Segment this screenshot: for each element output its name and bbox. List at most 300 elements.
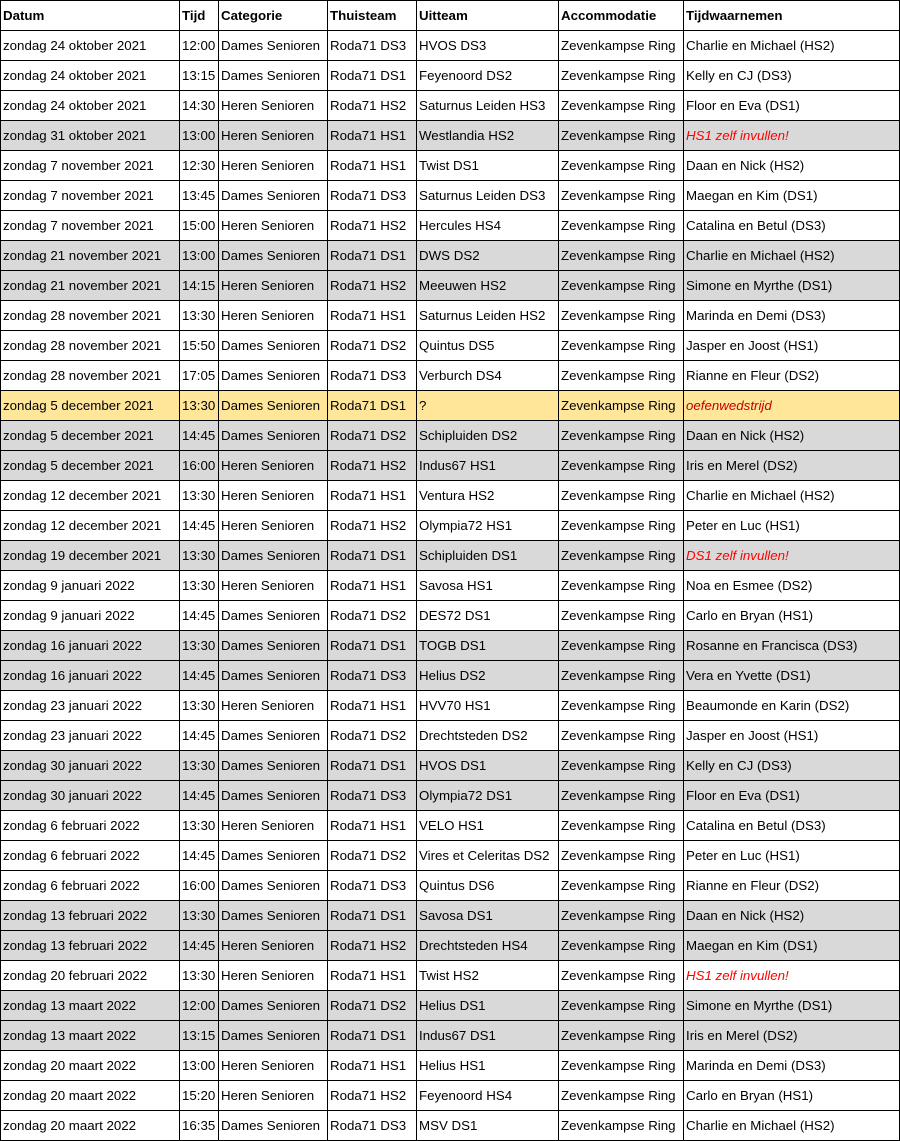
cell-accommodatie: Zevenkampse Ring — [559, 241, 684, 271]
cell-accommodatie: Zevenkampse Ring — [559, 1021, 684, 1051]
cell-uitteam: HVOS DS1 — [417, 751, 559, 781]
cell-tijdwaarnemen: Charlie en Michael (HS2) — [684, 31, 900, 61]
cell-tijdwaarnemen: Floor en Eva (DS1) — [684, 781, 900, 811]
table-row — [1, 391, 900, 421]
column-header-categorie: Categorie — [219, 1, 328, 31]
cell-tijdwaarnemen: Marinda en Demi (DS3) — [684, 301, 900, 331]
cell-datum: zondag 5 december 2021 — [1, 391, 180, 421]
cell-uitteam: Olympia72 DS1 — [417, 781, 559, 811]
cell-categorie: Dames Senioren — [219, 241, 328, 271]
cell-datum: zondag 24 oktober 2021 — [1, 31, 180, 61]
cell-uitteam: Twist HS2 — [417, 961, 559, 991]
cell-tijd: 12:00 — [180, 31, 219, 61]
cell-tijd: 13:30 — [180, 751, 219, 781]
cell-thuisteam: Roda71 DS3 — [328, 181, 417, 211]
cell-categorie: Heren Senioren — [219, 91, 328, 121]
table-row — [1, 571, 900, 601]
cell-categorie: Dames Senioren — [219, 601, 328, 631]
cell-tijdwaarnemen: Simone en Myrthe (DS1) — [684, 271, 900, 301]
cell-thuisteam: Roda71 HS1 — [328, 961, 417, 991]
cell-accommodatie: Zevenkampse Ring — [559, 331, 684, 361]
table-row — [1, 151, 900, 181]
cell-datum: zondag 20 maart 2022 — [1, 1081, 180, 1111]
cell-categorie: Heren Senioren — [219, 211, 328, 241]
cell-thuisteam: Roda71 HS2 — [328, 91, 417, 121]
cell-thuisteam: Roda71 DS1 — [328, 241, 417, 271]
cell-uitteam: HVOS DS3 — [417, 31, 559, 61]
cell-datum: zondag 21 november 2021 — [1, 271, 180, 301]
cell-tijd: 14:15 — [180, 271, 219, 301]
cell-tijdwaarnemen: Charlie en Michael (HS2) — [684, 1111, 900, 1141]
cell-accommodatie: Zevenkampse Ring — [559, 181, 684, 211]
cell-uitteam: Drechtsteden DS2 — [417, 721, 559, 751]
cell-categorie: Heren Senioren — [219, 481, 328, 511]
table-row — [1, 451, 900, 481]
cell-categorie: Dames Senioren — [219, 991, 328, 1021]
cell-tijd: 14:45 — [180, 421, 219, 451]
cell-tijd: 14:45 — [180, 601, 219, 631]
cell-thuisteam: Roda71 DS2 — [328, 721, 417, 751]
cell-accommodatie: Zevenkampse Ring — [559, 301, 684, 331]
table-row — [1, 271, 900, 301]
table-row — [1, 931, 900, 961]
cell-uitteam: Schipluiden DS2 — [417, 421, 559, 451]
cell-categorie: Dames Senioren — [219, 841, 328, 871]
cell-uitteam: Feyenoord DS2 — [417, 61, 559, 91]
cell-categorie: Dames Senioren — [219, 421, 328, 451]
cell-uitteam: Schipluiden DS1 — [417, 541, 559, 571]
cell-datum: zondag 21 november 2021 — [1, 241, 180, 271]
cell-tijd: 13:00 — [180, 121, 219, 151]
cell-categorie: Heren Senioren — [219, 451, 328, 481]
cell-uitteam: MSV DS1 — [417, 1111, 559, 1141]
cell-accommodatie: Zevenkampse Ring — [559, 391, 684, 421]
cell-tijd: 17:05 — [180, 361, 219, 391]
cell-datum: zondag 7 november 2021 — [1, 181, 180, 211]
cell-accommodatie: Zevenkampse Ring — [559, 661, 684, 691]
cell-uitteam: TOGB DS1 — [417, 631, 559, 661]
cell-datum: zondag 31 oktober 2021 — [1, 121, 180, 151]
cell-datum: zondag 7 november 2021 — [1, 211, 180, 241]
cell-accommodatie: Zevenkampse Ring — [559, 1051, 684, 1081]
cell-tijd: 13:30 — [180, 391, 219, 421]
cell-uitteam: Twist DS1 — [417, 151, 559, 181]
cell-uitteam: Indus67 HS1 — [417, 451, 559, 481]
cell-accommodatie: Zevenkampse Ring — [559, 931, 684, 961]
cell-thuisteam: Roda71 HS2 — [328, 271, 417, 301]
cell-categorie: Dames Senioren — [219, 871, 328, 901]
cell-categorie: Dames Senioren — [219, 901, 328, 931]
cell-uitteam: Ventura HS2 — [417, 481, 559, 511]
cell-datum: zondag 28 november 2021 — [1, 331, 180, 361]
cell-uitteam: Drechtsteden HS4 — [417, 931, 559, 961]
table-row — [1, 751, 900, 781]
cell-tijdwaarnemen: Daan en Nick (HS2) — [684, 151, 900, 181]
cell-accommodatie: Zevenkampse Ring — [559, 631, 684, 661]
cell-tijdwaarnemen: Carlo en Bryan (HS1) — [684, 601, 900, 631]
cell-uitteam: HVV70 HS1 — [417, 691, 559, 721]
cell-datum: zondag 9 januari 2022 — [1, 601, 180, 631]
cell-datum: zondag 5 december 2021 — [1, 421, 180, 451]
cell-tijdwaarnemen: Jasper en Joost (HS1) — [684, 721, 900, 751]
cell-tijd: 13:30 — [180, 541, 219, 571]
cell-tijdwaarnemen: Catalina en Betul (DS3) — [684, 211, 900, 241]
cell-tijd: 12:30 — [180, 151, 219, 181]
cell-datum: zondag 28 november 2021 — [1, 361, 180, 391]
cell-tijdwaarnemen: Charlie en Michael (HS2) — [684, 481, 900, 511]
cell-tijd: 13:45 — [180, 181, 219, 211]
table-row — [1, 961, 900, 991]
cell-categorie: Heren Senioren — [219, 151, 328, 181]
cell-categorie: Heren Senioren — [219, 511, 328, 541]
cell-tijdwaarnemen: Daan en Nick (HS2) — [684, 421, 900, 451]
cell-tijdwaarnemen: Kelly en CJ (DS3) — [684, 61, 900, 91]
table-row — [1, 361, 900, 391]
cell-accommodatie: Zevenkampse Ring — [559, 691, 684, 721]
cell-datum: zondag 6 februari 2022 — [1, 811, 180, 841]
cell-uitteam: DWS DS2 — [417, 241, 559, 271]
cell-categorie: Dames Senioren — [219, 631, 328, 661]
cell-uitteam: Olympia72 HS1 — [417, 511, 559, 541]
cell-categorie: Dames Senioren — [219, 781, 328, 811]
cell-datum: zondag 13 februari 2022 — [1, 901, 180, 931]
table-row — [1, 61, 900, 91]
cell-accommodatie: Zevenkampse Ring — [559, 31, 684, 61]
cell-thuisteam: Roda71 HS2 — [328, 511, 417, 541]
cell-datum: zondag 7 november 2021 — [1, 151, 180, 181]
cell-thuisteam: Roda71 DS3 — [328, 781, 417, 811]
cell-thuisteam: Roda71 DS1 — [328, 61, 417, 91]
cell-uitteam: Saturnus Leiden DS3 — [417, 181, 559, 211]
cell-tijdwaarnemen: Maegan en Kim (DS1) — [684, 181, 900, 211]
table-row — [1, 181, 900, 211]
cell-thuisteam: Roda71 HS2 — [328, 1081, 417, 1111]
cell-tijd: 13:30 — [180, 691, 219, 721]
cell-tijdwaarnemen: HS1 zelf invullen! — [684, 121, 900, 151]
cell-thuisteam: Roda71 HS2 — [328, 211, 417, 241]
cell-accommodatie: Zevenkampse Ring — [559, 841, 684, 871]
cell-tijd: 14:45 — [180, 721, 219, 751]
cell-tijd: 13:30 — [180, 571, 219, 601]
cell-categorie: Heren Senioren — [219, 811, 328, 841]
table-row — [1, 721, 900, 751]
cell-thuisteam: Roda71 DS1 — [328, 901, 417, 931]
cell-categorie: Dames Senioren — [219, 541, 328, 571]
cell-accommodatie: Zevenkampse Ring — [559, 1081, 684, 1111]
cell-categorie: Heren Senioren — [219, 961, 328, 991]
cell-tijdwaarnemen: DS1 zelf invullen! — [684, 541, 900, 571]
cell-thuisteam: Roda71 HS1 — [328, 301, 417, 331]
table-row — [1, 31, 900, 61]
cell-datum: zondag 30 januari 2022 — [1, 781, 180, 811]
table-row — [1, 841, 900, 871]
cell-uitteam: Westlandia HS2 — [417, 121, 559, 151]
cell-datum: zondag 16 januari 2022 — [1, 661, 180, 691]
cell-categorie: Dames Senioren — [219, 31, 328, 61]
cell-tijd: 15:00 — [180, 211, 219, 241]
table-row — [1, 871, 900, 901]
cell-uitteam: Indus67 DS1 — [417, 1021, 559, 1051]
cell-accommodatie: Zevenkampse Ring — [559, 571, 684, 601]
cell-tijd: 13:15 — [180, 61, 219, 91]
cell-thuisteam: Roda71 DS2 — [328, 991, 417, 1021]
cell-thuisteam: Roda71 DS2 — [328, 601, 417, 631]
cell-tijd: 16:35 — [180, 1111, 219, 1141]
cell-categorie: Dames Senioren — [219, 391, 328, 421]
cell-thuisteam: Roda71 DS1 — [328, 391, 417, 421]
cell-uitteam: Quintus DS5 — [417, 331, 559, 361]
cell-categorie: Dames Senioren — [219, 661, 328, 691]
cell-accommodatie: Zevenkampse Ring — [559, 91, 684, 121]
cell-tijdwaarnemen: Noa en Esmee (DS2) — [684, 571, 900, 601]
cell-tijd: 15:50 — [180, 331, 219, 361]
cell-thuisteam: Roda71 HS1 — [328, 571, 417, 601]
cell-tijd: 14:45 — [180, 841, 219, 871]
table-row — [1, 421, 900, 451]
cell-uitteam: Helius DS1 — [417, 991, 559, 1021]
cell-tijdwaarnemen: Rianne en Fleur (DS2) — [684, 361, 900, 391]
cell-thuisteam: Roda71 DS1 — [328, 751, 417, 781]
cell-tijd: 13:30 — [180, 481, 219, 511]
cell-datum: zondag 23 januari 2022 — [1, 691, 180, 721]
cell-tijd: 12:00 — [180, 991, 219, 1021]
column-header-uitteam: Uitteam — [417, 1, 559, 31]
cell-thuisteam: Roda71 DS2 — [328, 421, 417, 451]
cell-uitteam: Savosa HS1 — [417, 571, 559, 601]
cell-tijd: 13:00 — [180, 1051, 219, 1081]
cell-tijd: 14:45 — [180, 931, 219, 961]
table-row — [1, 121, 900, 151]
cell-uitteam: Vires et Celeritas DS2 — [417, 841, 559, 871]
cell-categorie: Dames Senioren — [219, 1111, 328, 1141]
cell-categorie: Heren Senioren — [219, 301, 328, 331]
cell-categorie: Dames Senioren — [219, 331, 328, 361]
cell-tijd: 14:45 — [180, 511, 219, 541]
cell-thuisteam: Roda71 DS1 — [328, 1021, 417, 1051]
cell-datum: zondag 6 februari 2022 — [1, 841, 180, 871]
table-row — [1, 811, 900, 841]
cell-categorie: Dames Senioren — [219, 61, 328, 91]
cell-datum: zondag 24 oktober 2021 — [1, 61, 180, 91]
cell-uitteam: Feyenoord HS4 — [417, 1081, 559, 1111]
cell-accommodatie: Zevenkampse Ring — [559, 211, 684, 241]
column-header-datum: Datum — [1, 1, 180, 31]
cell-tijd: 13:30 — [180, 811, 219, 841]
cell-uitteam: DES72 DS1 — [417, 601, 559, 631]
table-row — [1, 91, 900, 121]
cell-accommodatie: Zevenkampse Ring — [559, 811, 684, 841]
cell-datum: zondag 23 januari 2022 — [1, 721, 180, 751]
cell-thuisteam: Roda71 HS1 — [328, 811, 417, 841]
table-row — [1, 541, 900, 571]
cell-uitteam: Helius DS2 — [417, 661, 559, 691]
cell-accommodatie: Zevenkampse Ring — [559, 781, 684, 811]
cell-accommodatie: Zevenkampse Ring — [559, 901, 684, 931]
cell-tijdwaarnemen: Carlo en Bryan (HS1) — [684, 1081, 900, 1111]
cell-tijd: 13:00 — [180, 241, 219, 271]
cell-accommodatie: Zevenkampse Ring — [559, 451, 684, 481]
table-row — [1, 631, 900, 661]
cell-categorie: Heren Senioren — [219, 1051, 328, 1081]
cell-categorie: Heren Senioren — [219, 691, 328, 721]
cell-categorie: Dames Senioren — [219, 721, 328, 751]
cell-uitteam: VELO HS1 — [417, 811, 559, 841]
table-row — [1, 511, 900, 541]
cell-datum: zondag 5 december 2021 — [1, 451, 180, 481]
cell-datum: zondag 9 januari 2022 — [1, 571, 180, 601]
cell-thuisteam: Roda71 HS1 — [328, 691, 417, 721]
cell-thuisteam: Roda71 HS1 — [328, 151, 417, 181]
table-row — [1, 781, 900, 811]
cell-tijdwaarnemen: Peter en Luc (HS1) — [684, 841, 900, 871]
cell-thuisteam: Roda71 HS1 — [328, 481, 417, 511]
cell-accommodatie: Zevenkampse Ring — [559, 151, 684, 181]
cell-tijdwaarnemen: Iris en Merel (DS2) — [684, 1021, 900, 1051]
cell-tijdwaarnemen: Iris en Merel (DS2) — [684, 451, 900, 481]
cell-thuisteam: Roda71 DS1 — [328, 541, 417, 571]
cell-tijd: 13:30 — [180, 631, 219, 661]
cell-thuisteam: Roda71 DS2 — [328, 331, 417, 361]
cell-tijdwaarnemen: Peter en Luc (HS1) — [684, 511, 900, 541]
cell-uitteam: Saturnus Leiden HS2 — [417, 301, 559, 331]
cell-datum: zondag 6 februari 2022 — [1, 871, 180, 901]
table-row — [1, 601, 900, 631]
cell-datum: zondag 30 januari 2022 — [1, 751, 180, 781]
cell-tijd: 13:30 — [180, 901, 219, 931]
table-row — [1, 301, 900, 331]
table-row — [1, 1111, 900, 1141]
cell-accommodatie: Zevenkampse Ring — [559, 271, 684, 301]
cell-datum: zondag 19 december 2021 — [1, 541, 180, 571]
cell-tijd: 13:30 — [180, 961, 219, 991]
column-header-accommodatie: Accommodatie — [559, 1, 684, 31]
cell-tijdwaarnemen: Jasper en Joost (HS1) — [684, 331, 900, 361]
table-row — [1, 241, 900, 271]
column-header-tijd: Tijd — [180, 1, 219, 31]
cell-tijd: 16:00 — [180, 871, 219, 901]
table-row — [1, 1051, 900, 1081]
cell-tijd: 16:00 — [180, 451, 219, 481]
table-row — [1, 901, 900, 931]
table-row — [1, 1021, 900, 1051]
cell-datum: zondag 12 december 2021 — [1, 511, 180, 541]
cell-thuisteam: Roda71 HS2 — [328, 451, 417, 481]
cell-accommodatie: Zevenkampse Ring — [559, 421, 684, 451]
cell-tijd: 14:45 — [180, 781, 219, 811]
cell-tijdwaarnemen: Simone en Myrthe (DS1) — [684, 991, 900, 1021]
cell-tijdwaarnemen: Beaumonde en Karin (DS2) — [684, 691, 900, 721]
cell-tijdwaarnemen: Daan en Nick (HS2) — [684, 901, 900, 931]
cell-datum: zondag 20 februari 2022 — [1, 961, 180, 991]
table-row — [1, 691, 900, 721]
cell-tijdwaarnemen: Floor en Eva (DS1) — [684, 91, 900, 121]
cell-accommodatie: Zevenkampse Ring — [559, 121, 684, 151]
cell-categorie: Heren Senioren — [219, 271, 328, 301]
column-header-tijdwaarnemen: Tijdwaarnemen — [684, 1, 900, 31]
cell-tijdwaarnemen: oefenwedstrijd — [684, 391, 900, 421]
table-row — [1, 661, 900, 691]
cell-tijd: 13:30 — [180, 301, 219, 331]
cell-thuisteam: Roda71 DS3 — [328, 871, 417, 901]
cell-datum: zondag 13 maart 2022 — [1, 991, 180, 1021]
cell-datum: zondag 16 januari 2022 — [1, 631, 180, 661]
cell-tijdwaarnemen: HS1 zelf invullen! — [684, 961, 900, 991]
table-row — [1, 481, 900, 511]
cell-thuisteam: Roda71 DS3 — [328, 1111, 417, 1141]
cell-thuisteam: Roda71 DS3 — [328, 661, 417, 691]
cell-categorie: Heren Senioren — [219, 931, 328, 961]
table-body — [1, 31, 900, 1141]
cell-tijdwaarnemen: Marinda en Demi (DS3) — [684, 1051, 900, 1081]
cell-thuisteam: Roda71 HS1 — [328, 121, 417, 151]
cell-categorie: Heren Senioren — [219, 121, 328, 151]
cell-accommodatie: Zevenkampse Ring — [559, 511, 684, 541]
cell-tijdwaarnemen: Rianne en Fleur (DS2) — [684, 871, 900, 901]
cell-tijd: 15:20 — [180, 1081, 219, 1111]
cell-uitteam: ? — [417, 391, 559, 421]
cell-accommodatie: Zevenkampse Ring — [559, 61, 684, 91]
cell-accommodatie: Zevenkampse Ring — [559, 601, 684, 631]
cell-datum: zondag 28 november 2021 — [1, 301, 180, 331]
cell-uitteam: Verburch DS4 — [417, 361, 559, 391]
cell-datum: zondag 20 maart 2022 — [1, 1111, 180, 1141]
cell-accommodatie: Zevenkampse Ring — [559, 751, 684, 781]
cell-tijdwaarnemen: Maegan en Kim (DS1) — [684, 931, 900, 961]
cell-datum: zondag 13 maart 2022 — [1, 1021, 180, 1051]
cell-thuisteam: Roda71 HS1 — [328, 1051, 417, 1081]
cell-tijdwaarnemen: Kelly en CJ (DS3) — [684, 751, 900, 781]
cell-datum: zondag 12 december 2021 — [1, 481, 180, 511]
cell-thuisteam: Roda71 DS1 — [328, 631, 417, 661]
cell-accommodatie: Zevenkampse Ring — [559, 1111, 684, 1141]
table-row — [1, 1081, 900, 1111]
cell-accommodatie: Zevenkampse Ring — [559, 541, 684, 571]
cell-accommodatie: Zevenkampse Ring — [559, 481, 684, 511]
cell-categorie: Dames Senioren — [219, 751, 328, 781]
table-row — [1, 991, 900, 1021]
cell-categorie: Dames Senioren — [219, 361, 328, 391]
cell-datum: zondag 24 oktober 2021 — [1, 91, 180, 121]
cell-uitteam: Saturnus Leiden HS3 — [417, 91, 559, 121]
cell-uitteam: Savosa DS1 — [417, 901, 559, 931]
cell-categorie: Heren Senioren — [219, 1081, 328, 1111]
cell-datum: zondag 20 maart 2022 — [1, 1051, 180, 1081]
cell-uitteam: Hercules HS4 — [417, 211, 559, 241]
cell-tijd: 13:15 — [180, 1021, 219, 1051]
cell-uitteam: Quintus DS6 — [417, 871, 559, 901]
cell-accommodatie: Zevenkampse Ring — [559, 721, 684, 751]
cell-tijdwaarnemen: Vera en Yvette (DS1) — [684, 661, 900, 691]
cell-categorie: Dames Senioren — [219, 181, 328, 211]
cell-categorie: Heren Senioren — [219, 571, 328, 601]
table-row — [1, 211, 900, 241]
cell-thuisteam: Roda71 DS2 — [328, 841, 417, 871]
cell-accommodatie: Zevenkampse Ring — [559, 991, 684, 1021]
cell-tijd: 14:45 — [180, 661, 219, 691]
cell-thuisteam: Roda71 DS3 — [328, 31, 417, 61]
cell-uitteam: Helius HS1 — [417, 1051, 559, 1081]
cell-tijd: 14:30 — [180, 91, 219, 121]
cell-tijdwaarnemen: Catalina en Betul (DS3) — [684, 811, 900, 841]
cell-thuisteam: Roda71 DS3 — [328, 361, 417, 391]
header-row — [1, 1, 900, 31]
table-row — [1, 331, 900, 361]
cell-categorie: Dames Senioren — [219, 1021, 328, 1051]
cell-thuisteam: Roda71 HS2 — [328, 931, 417, 961]
cell-tijdwaarnemen: Charlie en Michael (HS2) — [684, 241, 900, 271]
cell-uitteam: Meeuwen HS2 — [417, 271, 559, 301]
cell-accommodatie: Zevenkampse Ring — [559, 361, 684, 391]
